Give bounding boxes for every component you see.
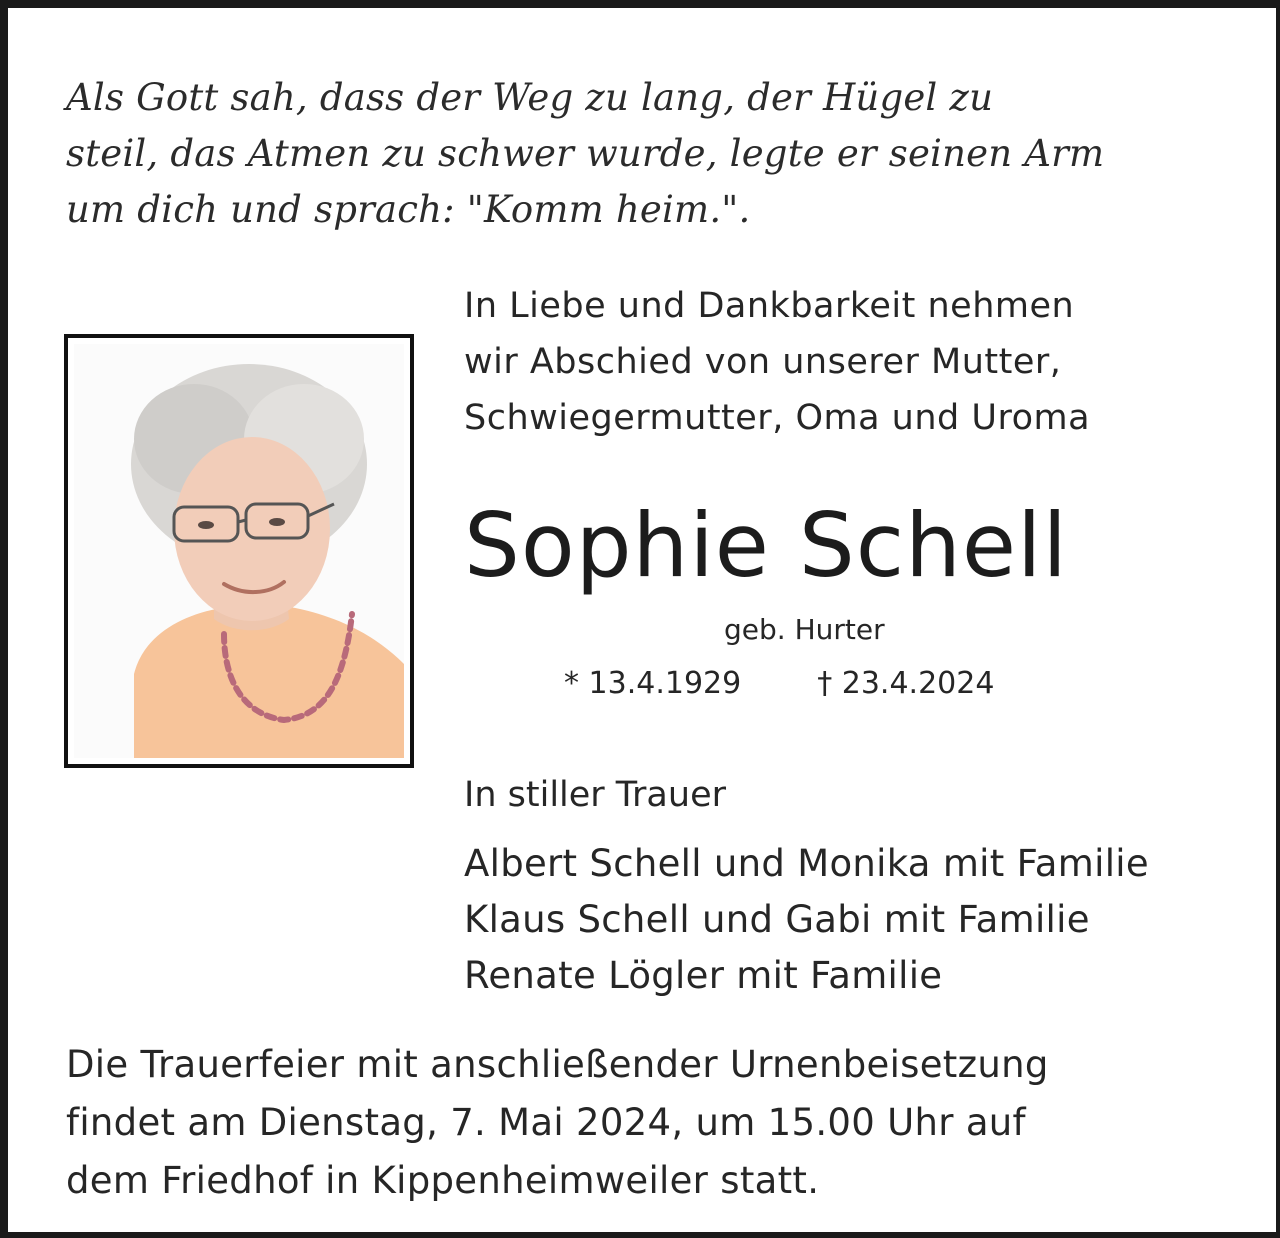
quote-line: steil, das Atmen zu schwer wurde, legte er seinen Arm (66, 132, 1105, 175)
mourner-entry: Albert Schell und Monika mit Familie (464, 842, 1149, 885)
service-line: findet am Dienstag, 7. Mai 2024, um 15.00 Uhr auf (66, 1101, 1026, 1144)
quote-line: Als Gott sah, dass der Weg zu lang, der Hügel zu (66, 76, 994, 119)
life-dates (564, 664, 994, 704)
intro-line: In Liebe und Dankbarkeit nehmen (464, 286, 1075, 326)
service-line: Die Trauerfeier mit anschließender Urnenbeisetzung (66, 1043, 1049, 1086)
maiden-name: geb. Hurter (724, 613, 885, 646)
mourner-entry: Renate Lögler mit Familie (464, 954, 943, 997)
mourners-list (464, 836, 1149, 1004)
mourning-heading: In stiller Trauer (464, 775, 726, 815)
service-line: dem Friedhof in Kippenheimweiler statt. (66, 1159, 820, 1202)
portrait-photo (64, 334, 414, 768)
opening-quote (66, 70, 1104, 238)
quote-line: um dich und sprach: "Komm heim.". (66, 188, 751, 231)
mourner-entry: Klaus Schell und Gabi mit Familie (464, 898, 1090, 941)
intro-line: wir Abschied von unserer Mutter, (464, 342, 1062, 382)
deceased-name: Sophie Schell (464, 494, 1068, 597)
birth-date: * 13.4.1929 (564, 666, 742, 701)
farewell-intro (464, 278, 1090, 446)
death-date: † 23.4.2024 (817, 666, 995, 701)
intro-line: Schwiegermutter, Oma und Uroma (464, 398, 1091, 438)
portrait-image (74, 344, 404, 758)
funeral-service-info (66, 1036, 1049, 1210)
